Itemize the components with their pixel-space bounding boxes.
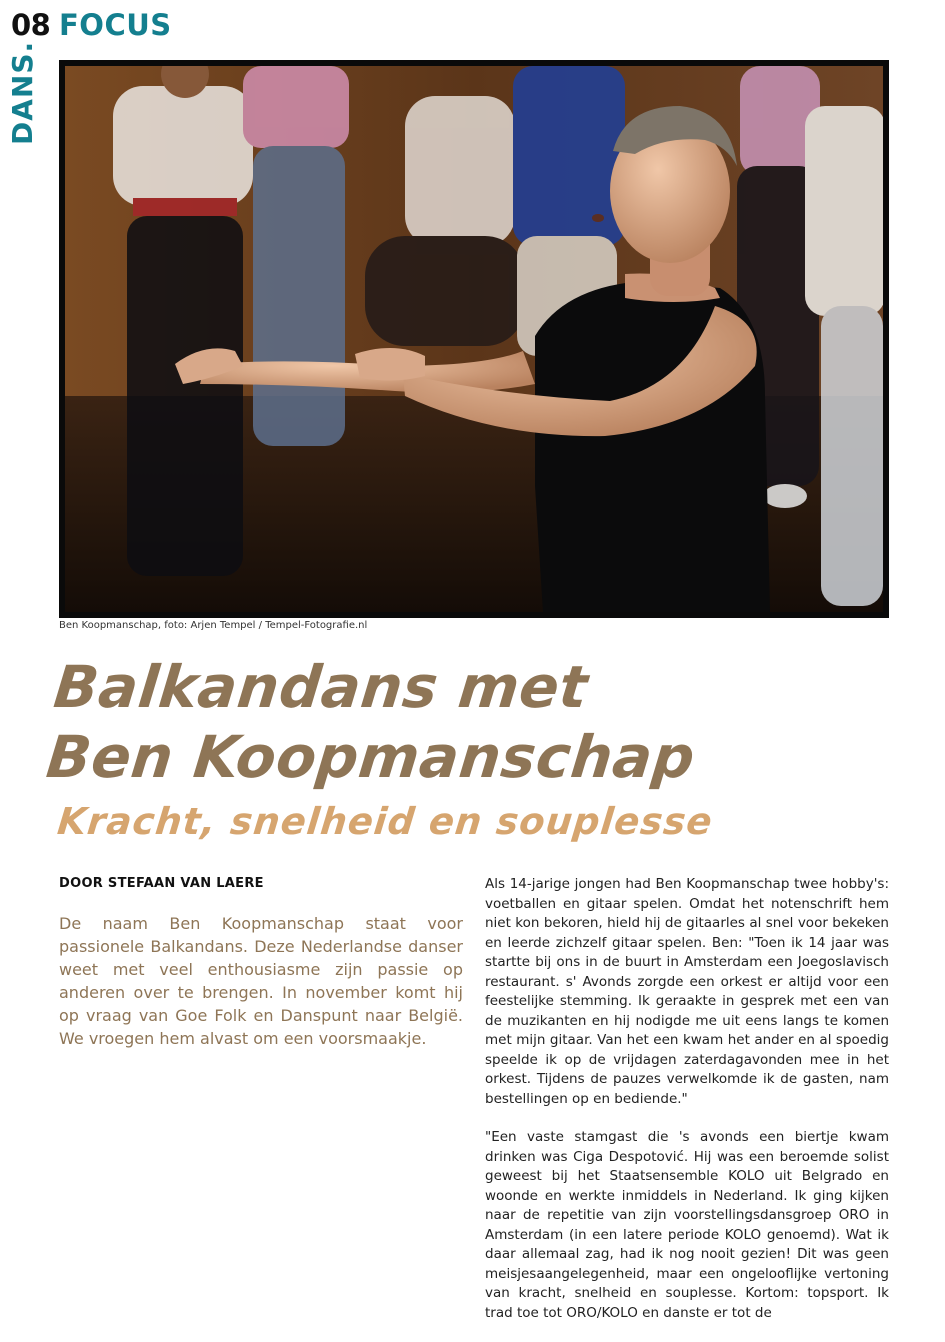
page-number: 08 bbox=[11, 8, 51, 42]
article-headline: Balkandans met Ben Koopmanschap bbox=[43, 653, 699, 791]
body-paragraph: Als 14-jarige jongen had Ben Koopmanschap twee hobby's: voetballen en gitaar spelen. Omdat het notenschrift hem niet kon bekoren, hield hij de gitaarles al snel voor bekeken en leerde zichzelf gitaar spelen. Ben: "Toen ik 14 jaar was startte bij ons in de buurt in Amsterdam een Joegoslavisch restaurant. s' Avonds zorgde een orkest er altijd voor een feestelijke stemming. Ik geraakte in gesprek met een van de muzikanten en hij nodigde me uit eens langs te komen met mijn gitaar. Van het een kwam het ander en al spoedig speelde ik op de vrijdagen zaterdagavonden mee in het orkest. Tijdens de pauzes verwelkomde ik de gasten, nam bestellingen op en bediende." bbox=[485, 876, 889, 1107]
body-paragraph: "Een vaste stamgast die 's avonds een biertje kwam drinken was Ciga Despotović. Hij was een beroemde solist geweest bij het Staatsensemble KOLO uit Belgrado en woonde en werkte inmiddels in Nederland. Ik ging kijken naar de repetitie van zijn voorstellingsdansgroep ORO in Amsterdam (in een latere periode KOLO genoemd). Wat ik daar allemaal zag, had ik nog nooit gezien! Dit was geen meisjesaangelegenheid, maar een ongelooflijke vertoning van kracht, snelheid en souplesse. Kortom: topsport. Ik trad toe tot ORO/KOLO en danste er tot de bbox=[485, 1129, 889, 1321]
section-label: FOCUS bbox=[59, 8, 172, 42]
article-body-column bbox=[485, 875, 889, 1342]
photo-caption: Ben Koopmanschap, foto: Arjen Tempel / Tempel-Fotografie.nl bbox=[59, 620, 368, 631]
article-photo bbox=[59, 60, 889, 618]
article-byline: DOOR STEFAAN VAN LAERE bbox=[59, 876, 264, 891]
dance-scene-illustration bbox=[65, 66, 883, 612]
article-lead: De naam Ben Koopmanschap staat voor passionele Balkandans. Deze Nederlandse danser weet met veel enthousiasme zijn passie op anderen over te brengen. In november komt hij op vraag van Goe Folk en Danspunt naar België. We vroegen hem alvast om een voorsmaakje. bbox=[59, 914, 463, 1048]
article-subheadline: Kracht, snelheid en souplesse bbox=[55, 800, 715, 843]
section-side-label: DANS. bbox=[6, 40, 39, 145]
